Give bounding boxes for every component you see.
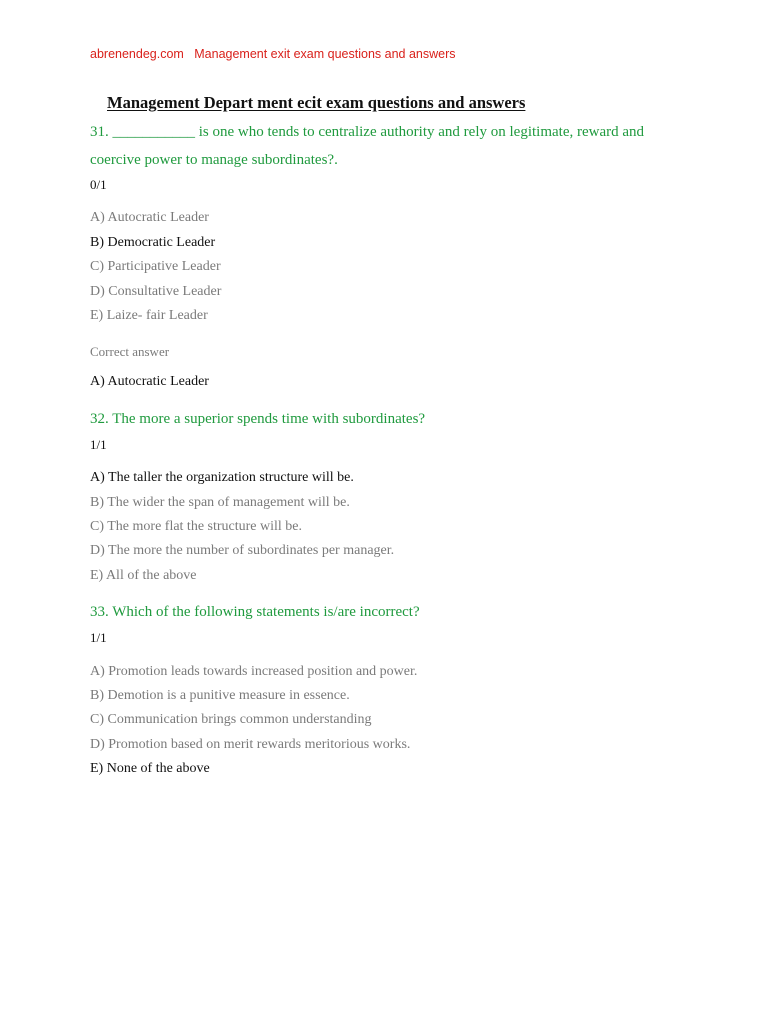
question-32-option-d: D) The more the number of subordinates per manager.	[90, 543, 395, 558]
question-31-option-e: E) Laize- fair Leader	[90, 308, 208, 323]
correct-answer-label: Correct answer	[90, 344, 170, 359]
question-32-score: 1/1	[90, 437, 107, 452]
question-32-option-b: B) The wider the span of management will be.	[90, 495, 350, 510]
question-33-option-d: D) Promotion based on merit rewards meritorious works.	[90, 737, 411, 752]
question-31-option-a: A) Autocratic Leader	[90, 210, 209, 225]
question-33-option-a: A) Promotion leads towards increased position and power.	[90, 664, 418, 679]
question-31-option-b-selected: B) Democratic Leader	[90, 235, 216, 250]
question-32-option-c: C) The more flat the structure will be.	[90, 519, 303, 534]
page-header	[90, 47, 456, 61]
question-31-line-2: coercive power to manage subordinates?.	[90, 152, 338, 168]
question-31-option-d: D) Consultative Leader	[90, 284, 222, 299]
question-33-option-c: C) Communication brings common understanding	[90, 712, 372, 727]
correct-answer-value: A) Autocratic Leader	[90, 374, 209, 389]
question-32-option-e: E) All of the above	[90, 568, 197, 583]
header-site: abrenendeg.com	[90, 47, 184, 61]
question-32-option-a-selected: A) The taller the organization structure will be.	[90, 470, 354, 485]
document-title: Management Depart ment ecit exam questions and answers	[107, 93, 526, 112]
header-subtitle: Management exit exam questions and answers	[194, 47, 456, 61]
question-33-score: 1/1	[90, 630, 107, 645]
question-33-option-b: B) Demotion is a punitive measure in essence.	[90, 688, 350, 703]
question-33-option-e-selected: E) None of the above	[90, 761, 210, 776]
question-33: 33. Which of the following statements is/are incorrect?	[90, 604, 420, 620]
question-31-line-1: 31. ___________ is one who tends to centralize authority and rely on legitimate, reward and	[90, 124, 645, 140]
question-31	[90, 118, 690, 174]
question-31-option-c: C) Participative Leader	[90, 259, 221, 274]
question-32: 32. The more a superior spends time with subordinates?	[90, 411, 426, 427]
question-31-score: 0/1	[90, 177, 107, 192]
